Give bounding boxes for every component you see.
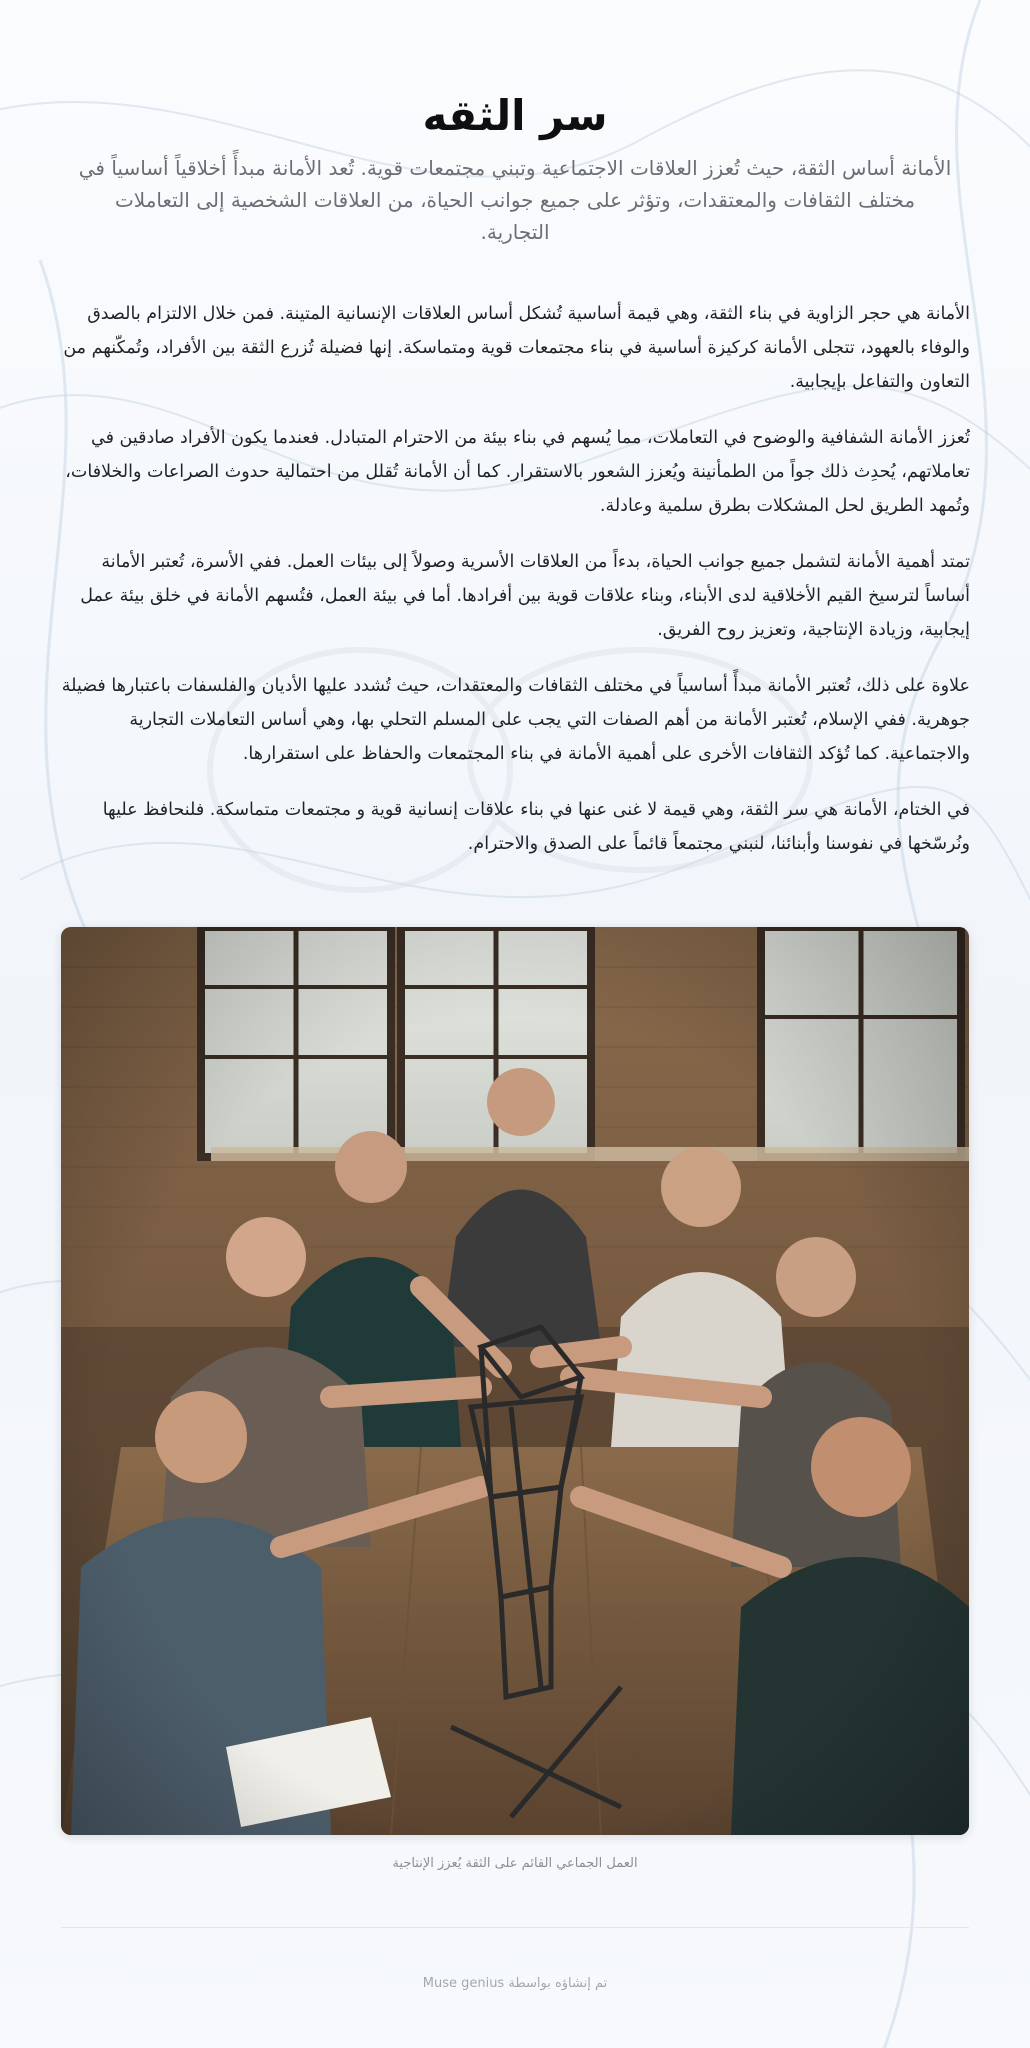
page-subtitle: الأمانة أساس الثقة، حيث تُعزز العلاقات الاجتماعية وتبني مجتمعات قوية. تُعد الأمانة مبدأً أخلاقياً أساسياً في مختلف الثقافات والمعتقدات، وتؤثر على جميع جوانب الحياة، من العلاقات الشخصية إلى التعاملات التجارية. [78, 156, 952, 244]
article-paragraph: الأمانة هي حجر الزاوية في بناء الثقة، وهي قيمة أساسية تُشكل أساس العلاقات الإنسانية المتينة. فمن خلال الالتزام بالصدق والوفاء بالعهود، تتجلى الأمانة كركيزة أساسية في بناء مجتمعات قوية ومتماسكة. إنها فضيلة تُزرع الثقة بين الأفراد، وتُمكّنهم من التعاون والتفاعل بإيجابية. [63, 304, 970, 392]
article-body [60, 297, 970, 883]
article-paragraph: علاوة على ذلك، تُعتبر الأمانة مبدأً أساسياً في مختلف الثقافات والمعتقدات، حيث تُشدد عليها الأديان والفلسفات باعتبارها فضيلة جوهرية. ففي الإسلام، تُعتبر الأمانة من أهم الصفات التي يجب على المسلم التحلي بها، وهي أساس التعاملات التجارية والاجتماعية. كما تُؤكد الثقافات الأخرى على أهمية الأمانة في بناء المجتمعات والحفاظ على استقرارها. [61, 676, 970, 764]
article-paragraph: تمتد أهمية الأمانة لتشمل جميع جوانب الحياة، بدءاً من العلاقات الأسرية وصولاً إلى بيئات العمل. ففي الأسرة، تُعتبر الأمانة أساساً لترسيخ القيم الأخلاقية لدى الأبناء، وبناء علاقات قوية بين أفرادها. أما في بيئة العمل، فتُسهم الأمانة في خلق بيئة عمل إيجابية، وزيادة الإنتاجية، وتعزيز روح الفريق. [80, 552, 970, 640]
footer-divider [61, 1927, 969, 1928]
photo-caption: العمل الجماعي القائم على الثقة يُعزز الإنتاجية [392, 1856, 638, 1871]
article-paragraph: في الختام، الأمانة هي سر الثقة، وهي قيمة لا غنى عنها في بناء علاقات إنسانية قوية و مجتمعات متماسكة. فلنحافظ عليها ونُرسّخها في نفوسنا وأبنائنا، لنبني مجتمعاً قائماً على الصدق والاحترام. [102, 800, 970, 854]
page-title: سر الثقه [422, 91, 608, 140]
article-paragraph: تُعزز الأمانة الشفافية والوضوح في التعاملات، مما يُسهم في بناء بيئة من الاحترام المتبادل. فعندما يكون الأفراد صادقين في تعاملاتهم، يُحدِث ذلك جواً من الطمأنينة ويُعزز الشعور بالاستقرار. كما أن الأمانة تُقلل من احتمالية حدوث الصراعات والخلافات، وتُمهد الطريق لحل المشكلات بطرق سلمية وعادلة. [65, 428, 970, 516]
teamwork-photo [61, 927, 969, 1835]
footer-credit: تم إنشاؤه بواسطة Muse genius [422, 1976, 608, 1991]
